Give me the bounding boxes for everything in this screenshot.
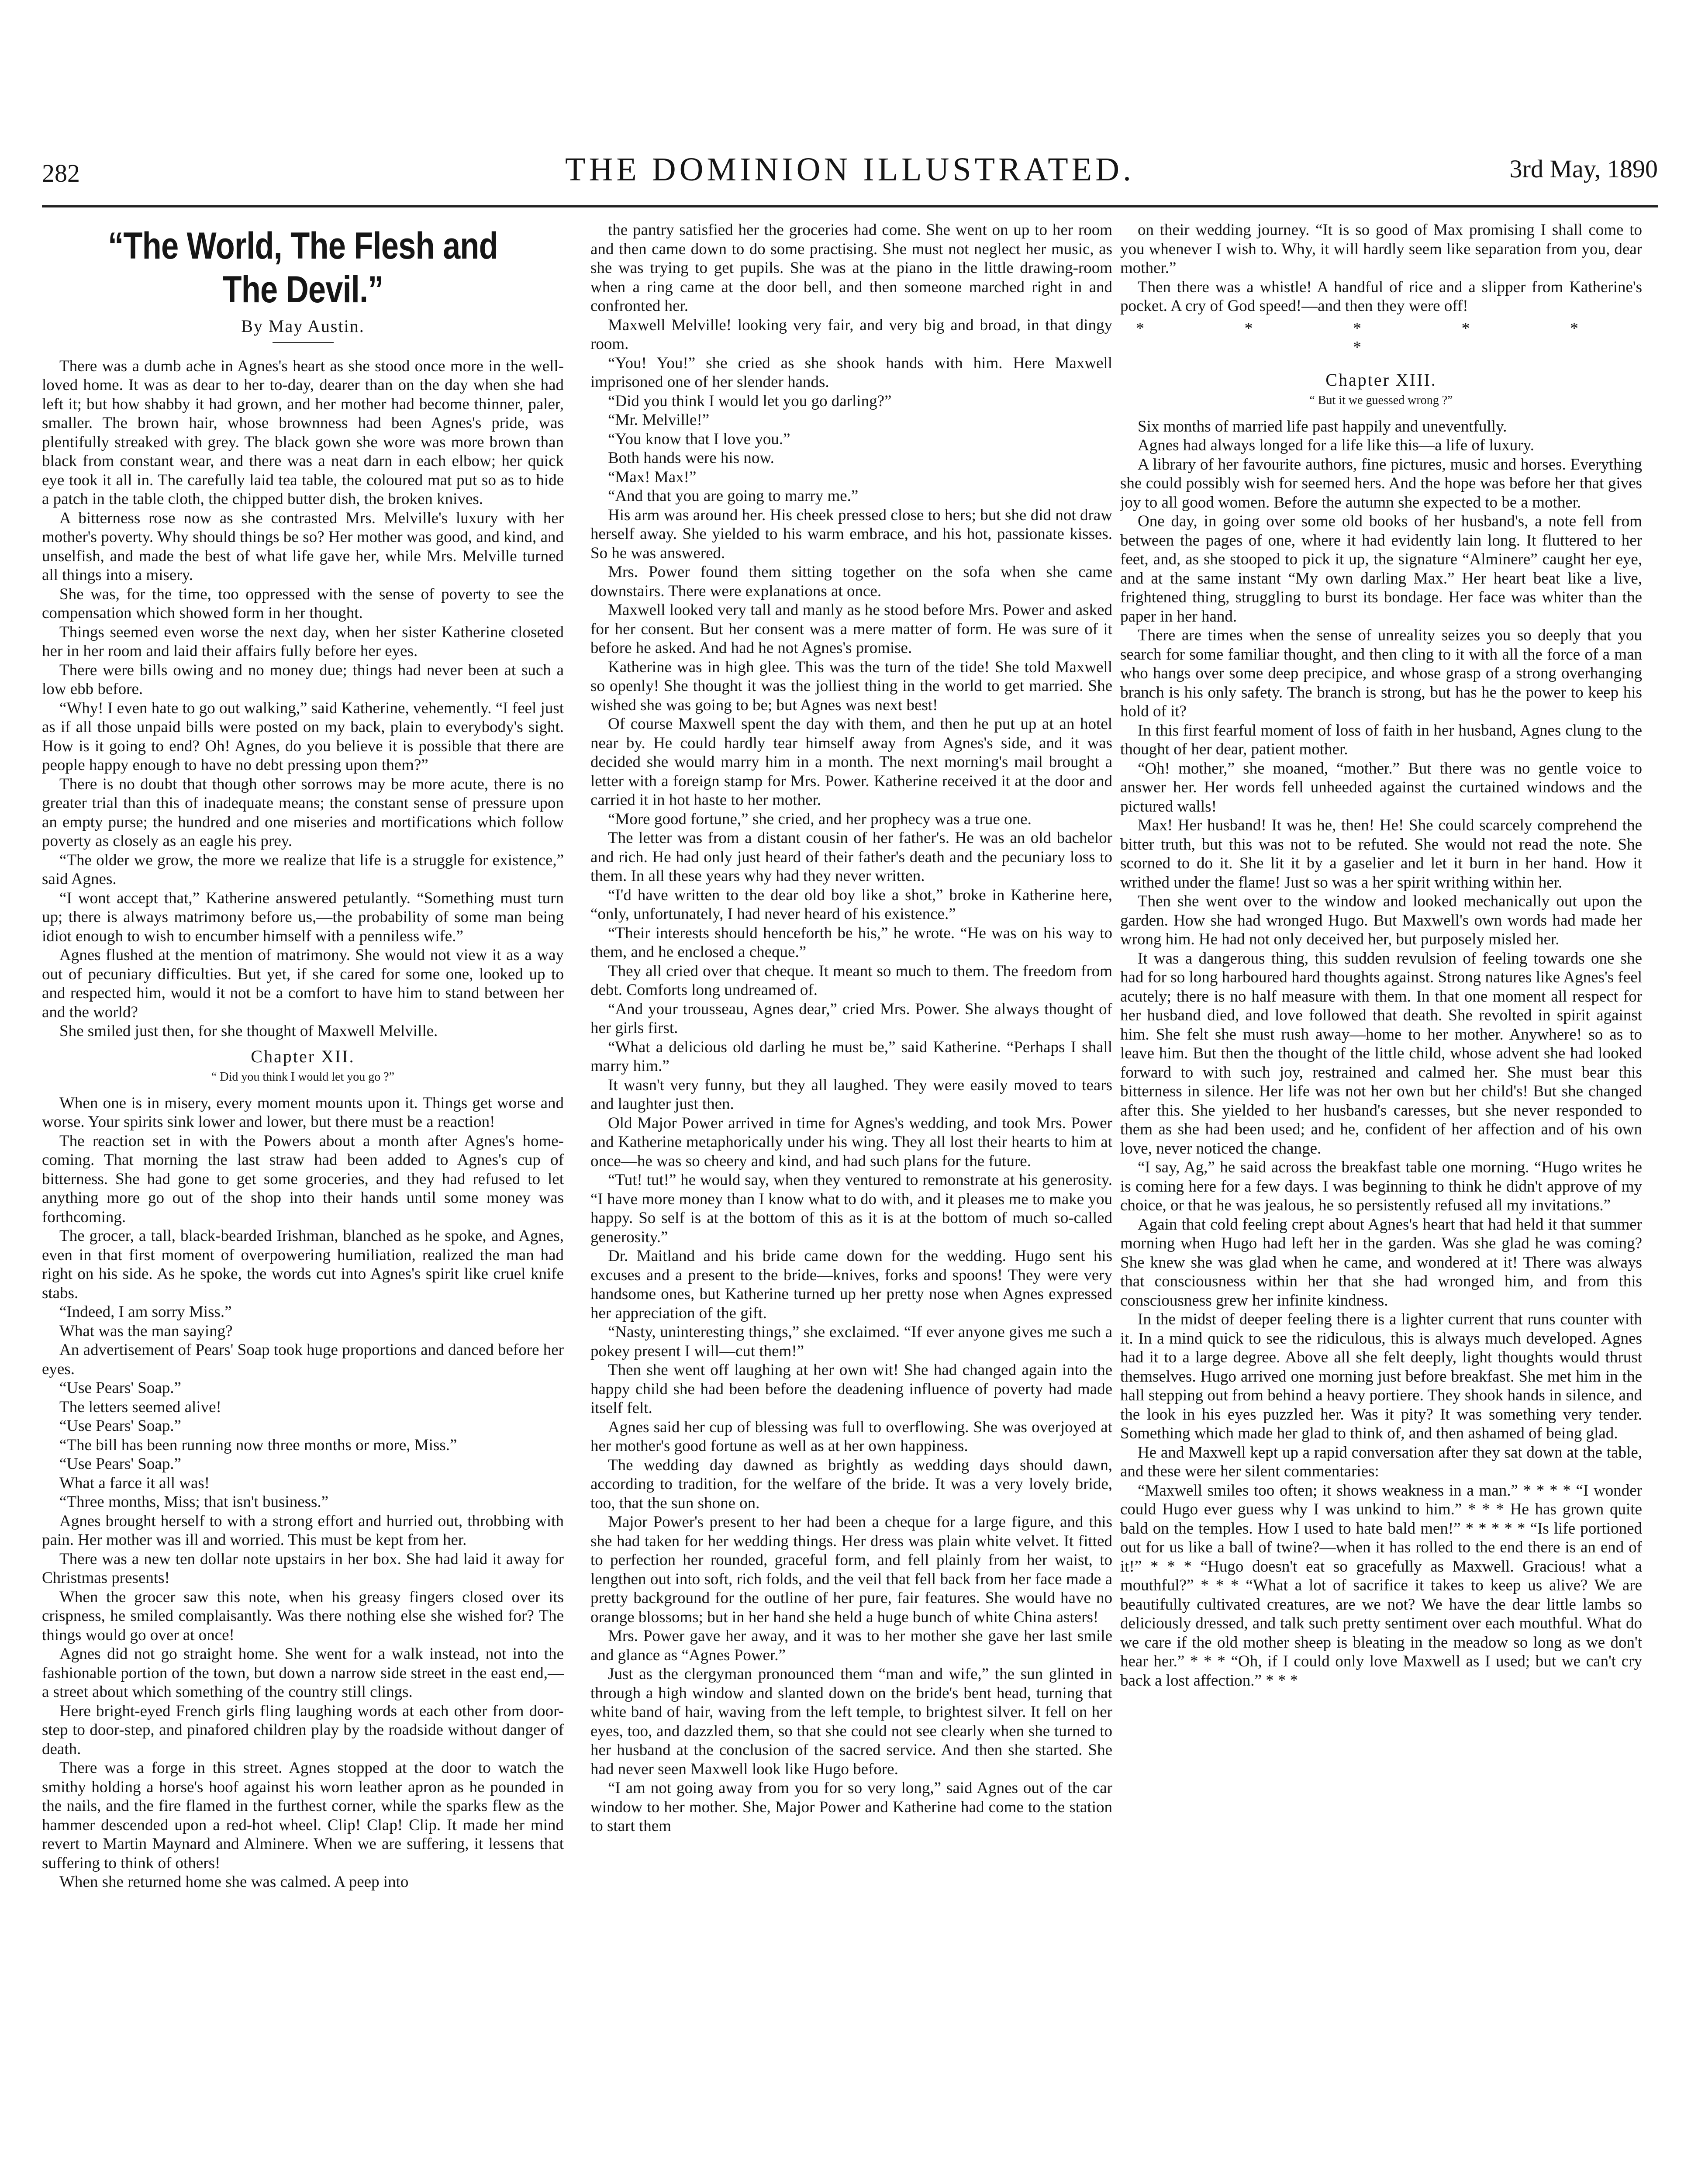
paragraph: “Why! I even hate to go out walking,” said Katherine, vehemently. “I feel just as if all those unpaid bills were posted on my back, plain to everybody's sight. How is it going to end? Oh! Agnes, do you believe it is possible that there are people happy enough to have no debt pressing upon them?”	[42, 699, 564, 774]
paragraph: There were bills owing and no money due; things had never been at such a low ebb before.	[42, 661, 564, 698]
paragraph: When the grocer saw this note, when his greasy fingers closed over its crispness, he smiled complaisantly. Was there nothing else she wished for? The things would go over at once!	[42, 1588, 564, 1644]
issue-date: 3rd May, 1890	[1509, 155, 1658, 183]
paragraph: When one is in misery, every moment mounts upon it. Things get worse and worse. Your spirits sink lower and lower, but there must be a reaction!	[42, 1094, 564, 1131]
paragraph: “Use Pears' Soap.”	[59, 1455, 181, 1473]
paragraph: “Their interests should henceforth be his,” he wrote. “He was on his way to them, and he enclosed a cheque.”	[590, 924, 1112, 961]
paragraph: “I'd have written to the dear old boy like a shot,” broke in Katherine here, “only, unfortunately, I had never heard of his existence.”	[590, 886, 1112, 923]
paragraph: “I wont accept that,” Katherine answered petulantly. “Something must turn up; there is always matrimony before us,—the probability of some man being idiot enough to wish to encumber himself with a penniless wife.”	[42, 889, 564, 945]
paragraph: “And your trousseau, Agnes dear,” cried Mrs. Power. She always thought of her girls first.	[590, 1000, 1112, 1037]
paragraph: Then there was a whistle! A handful of rice and a slipper from Katherine's pocket. A cry of God speed!—and then they were off!	[1120, 278, 1642, 315]
column-1	[42, 221, 564, 2184]
paragraph: “And that you are going to marry me.”	[608, 487, 859, 505]
paragraph: “The bill has been running now three months or more, Miss.”	[59, 1436, 457, 1454]
paragraph: The letter was from a distant cousin of her father's. He was an old bachelor and rich. He had only just heard of their father's death and the pecuniary loss to them. In all these years why had they never written.	[590, 829, 1112, 885]
paragraph: “Three months, Miss; that isn't business.”	[59, 1493, 329, 1511]
paragraph: She smiled just then, for she thought of Maxwell Melville.	[59, 1022, 438, 1040]
paragraph: on their wedding journey. “It is so good of Max promising I shall come to you whenever I wish to. Why, it will hardly seem like separation from you, dear mother.”	[1120, 221, 1642, 277]
paragraph: What was the man saying?	[59, 1322, 233, 1340]
column-1-body	[42, 357, 564, 1041]
paragraph: Here bright-eyed French girls fling laughing words at each other from door-step to door-step, and pinafored children play by the roadside without danger of death.	[42, 1702, 564, 1758]
paragraph: Six months of married life past happily and uneventfully.	[1138, 417, 1507, 435]
chapter-heading: Chapter XII.	[251, 1046, 355, 1066]
paragraph: “Nasty, uninteresting things,” she exclaimed. “If ever anyone gives me such a pokey present I will—cut them!”	[590, 1323, 1112, 1360]
paragraph: Mrs. Power gave her away, and it was to her mother she gave her last smile and glance as “Agnes Power.”	[590, 1627, 1112, 1664]
paragraph: He and Maxwell kept up a rapid conversation after they sat down at the table, and these were her silent commentaries:	[1120, 1443, 1642, 1480]
column-2	[590, 221, 1112, 2184]
paragraph: What a farce it all was!	[59, 1474, 210, 1492]
paragraph: Both hands were his now.	[608, 449, 774, 467]
paragraph: There was a new ten dollar note upstairs in her box. She had laid it away for Christmas presents!	[42, 1550, 564, 1587]
paragraph: “You! You!” she cried as she shook hands with him. Here Maxwell imprisoned one of her slender hands.	[590, 354, 1112, 391]
paragraph: “I am not going away from you for so very long,” said Agnes out of the car window to her mother. She, Major Power and Katherine had come to the station to start them	[590, 1779, 1112, 1835]
paragraph: “The older we grow, the more we realize that life is a struggle for existence,” said Agnes.	[42, 851, 564, 888]
paragraph: Agnes brought herself to with a strong effort and hurried out, throbbing with pain. Her mother was ill and worried. This must be kept from her.	[42, 1512, 564, 1549]
paragraph: In the midst of deeper feeling there is a lighter current that runs counter with it. In a mind quick to see the ridiculous, this is always much developed. Agnes had it to a large degree. Above all she felt deeply, light thoughts would thrust themselves. Hugo arrived one morning just before breakfast. She met him in the hall stepping out from behind a heavy portiere. They shook hands in silence, and the look in his eyes puzzled her. Was it pity? It was something very tender. Something which made her glad to think of, and then ashamed of being glad.	[1120, 1310, 1642, 1442]
paragraph: There is no doubt that though other sorrows may be more acute, there is no greater trial than this of inadequate means; the constant sense of pressure upon an empty purse; the hundred and one miseries and mortifications which follow poverty as closely as an eagle his prey.	[42, 775, 564, 850]
byline: By May Austin.	[241, 316, 365, 336]
section-break-stars: * * * * * *	[1136, 319, 1626, 356]
chapter-epigraph: “ Did you think I would let you go ?”	[211, 1070, 395, 1084]
paragraph: A library of her favourite authors, fine pictures, music and horses. Everything she could possibly wish for seemed hers. And the hope was before her that gives joy to all good women. Before the autumn she expected to be a mother.	[1120, 455, 1642, 511]
column-3-body	[1120, 221, 1642, 316]
paragraph: Dr. Maitland and his bride came down for the wedding. Hugo sent his excuses and a present to the bride—knives, forks and spoons! They were very handsome ones, but Katherine turned up her pretty nose when Agnes expressed her appreciation of the gift.	[590, 1247, 1112, 1322]
chapter-heading: Chapter XIII.	[1325, 370, 1437, 390]
column-2-body	[590, 221, 1112, 1836]
paragraph: Katherine was in high glee. This was the turn of the tide! She told Maxwell so openly! She thought it was the jolliest thing in the world to get married. She wished she was going to be; but Agnes was next best!	[590, 658, 1112, 714]
paragraph: the pantry satisfied her the groceries had come. She went on up to her room and then came down to do some practising. She must not neglect her music, as she was trying to get pupils. She was at the piano in the little drawing-room when a ring came at the door bell, and then someone marched right in and confronted her.	[590, 221, 1112, 315]
paragraph: When she returned home she was calmed. A peep into	[59, 1873, 409, 1891]
paragraph: One day, in going over some old books of her husband's, a note fell from between the pages of one, where it had evidently lain long. It fluttered to her feet, and, as she stooped to pick it up, the signature “Alminere” caught her eye, and at the same instant “My own darling Max.” Her heart beat like a live, frightened thing, struggling to burst its bondage. Her face was whiter than the paper in her hand.	[1120, 512, 1642, 625]
paragraph: Agnes had always longed for a life like this—a life of luxury.	[1138, 436, 1534, 454]
paragraph: An advertisement of Pears' Soap took huge proportions and danced before her eyes.	[42, 1341, 564, 1378]
paragraph: Agnes flushed at the mention of matrimony. She would not view it as a way out of pecuniary difficulties. But yet, if she cared for some one, looked up to and respected him, would it not be a comfort to have him to stand between her and the world?	[42, 946, 564, 1021]
paragraph: Things seemed even worse the next day, when her sister Katherine closeted her in her room and laid their affairs fully before her eyes.	[42, 623, 564, 660]
publication-title: THE DOMINION ILLUSTRATED.	[565, 151, 1135, 188]
header-rule	[42, 205, 1658, 207]
paragraph: “You know that I love you.”	[608, 430, 790, 448]
paragraph: She was, for the time, too oppressed with the sense of poverty to see the compensation which showed form in her thought.	[42, 585, 564, 622]
paragraph: Max! Her husband! It was he, then! He! She could scarcely comprehend the bitter truth, but this was not to be refuted. She would not read the note. She scorned to do it. She lit it by a gaselier and let it burn in her hand. How it writhed under the flame! Just so was a her spirit writhing within her.	[1120, 816, 1642, 892]
paragraph: The wedding day dawned as brightly as wedding days should dawn, according to tradition, for the welfare of the bride. It was a very lovely bride, too, that the sun shone on.	[590, 1456, 1112, 1512]
paragraph: The letters seemed alive!	[59, 1398, 221, 1416]
paragraph: Maxwell looked very tall and manly as he stood before Mrs. Power and asked for her consent. But her consent was a mere matter of form. He was sure of it before he asked. And had he not Agnes's promise.	[590, 601, 1112, 657]
column-1-body-2	[42, 1094, 564, 1892]
paragraph: It wasn't very funny, but they all laughed. They were easily moved to tears and laughter just then.	[590, 1076, 1112, 1113]
paragraph: “Indeed, I am sorry Miss.”	[59, 1303, 232, 1321]
paragraph: They all cried over that cheque. It meant so much to them. The freedom from debt. Comforts long undreamed of.	[590, 962, 1112, 999]
paragraph: Again that cold feeling crept about Agnes's heart that had held it that summer morning when Hugo had left her in the garden. Was she glad he was coming? She knew she was glad when he came, and wondered at it! There was always that consciousness within her that she had wronged him, and from this consciousness grew her infinite kindness.	[1120, 1215, 1642, 1310]
paragraph: Then she went off laughing at her own wit! She had changed again into the happy child she had been before the deadening influence of poverty had made itself felt.	[590, 1361, 1112, 1417]
paragraph: “Mr. Melville!”	[608, 411, 710, 429]
paragraph: His arm was around her. His cheek pressed close to hers; but she did not draw herself away. She yielded to his warm embrace, and his hot, passionate kisses. So he was answered.	[590, 506, 1112, 562]
paragraph: It was a dangerous thing, this sudden revulsion of feeling towards one she had for so long harboured hard thoughts against. Strong natures like Agnes's feel acutely; there is no half measure with them. In that one moment all respect for her husband died, and love followed that death. She revolted in spirit against him. She felt she must rush away—home to her mother. Anywhere! so as to leave him. But then the thought of the little child, whose advent she had looked forward to with such joy, restrained and calmed her. She must bear this bitterness in silence. Her life was not her own but her child's! But she changed after this. She yielded to her husband's caresses, but she never responded to them as she had been used; and he, confident of her affection and of his own love, never noticed the change.	[1120, 949, 1642, 1158]
chapter-epigraph: “ But it we guessed wrong ?”	[1309, 394, 1453, 407]
paragraph: “I say, Ag,” he said across the breakfast table one morning. “Hugo writes he is coming here for a few days. I was beginning to think he didn't approve of my choice, or that he was jealous, he so persistently refused all my invitations.”	[1120, 1158, 1642, 1214]
paragraph: Major Power's present to her had been a cheque for a large figure, and this she had taken for her wedding things. Her dress was plain white velvet. It fitted to perfection her rounded, graceful form, and fell plainly from her waist, to lengthen out into soft, rich folds, and the veil that fell back from her face made a pretty background for the outline of her pure, fair features. She would have no orange blossoms; but in her hand she held a huge bunch of white China asters!	[590, 1513, 1112, 1626]
paragraph: “Use Pears' Soap.”	[59, 1417, 181, 1435]
paragraph: Agnes said her cup of blessing was full to overflowing. She was overjoyed at her mother's good fortune as well as at her own happiness.	[590, 1418, 1112, 1455]
paragraph: “Did you think I would let you go darling?”	[608, 392, 892, 410]
paragraph: Then she went over to the window and looked mechanically out upon the garden. How she had wronged Hugo. But Maxwell's own words had made her wrong him. He had not only deceived her, but purposely misled her.	[1120, 892, 1642, 948]
paragraph: There was a dumb ache in Agnes's heart as she stood once more in the well-loved home. It was as dear to her to-day, dearer than on the day when she had left it; but how shabby it had grown, and her mother had become thinner, paler, smaller. The brown hair, whose brownness had been Agnes's pride, was plentifully streaked with grey. The black gown she wore was more brown than black from constant wear, and there was a neat darn in each elbow; her quick eye took it all in. The carefully laid tea table, the coloured mat put so as to hide a patch in the table cloth, the chipped butter dish, the broken knives.	[42, 357, 564, 508]
paragraph: A bitterness rose now as she contrasted Mrs. Melville's luxury with her mother's poverty. Why should things be so? Her mother was good, and kind, and unselfish, and made the best of what life gave her, while Mrs. Melville turned all things into a misery.	[42, 509, 564, 584]
paragraph: The reaction set in with the Powers about a month after Agnes's home-coming. That morning the last straw had been added to Agnes's cup of bitterness. She had gone to get some groceries, and they had refused to let anything more go out of the shop into their hands until some money was forthcoming.	[42, 1132, 564, 1226]
column-3	[1120, 221, 1642, 2184]
paragraph: “Tut! tut!” he would say, when they ventured to remonstrate at his generosity. “I have more money than I know what to do with, and it pleases me to make you happy. So self is at the bottom of this as it is at the bottom of much so-called generosity.”	[590, 1171, 1112, 1246]
story-title: “The World, The Flesh and The Devil.”	[108, 225, 498, 311]
paragraph: “Oh! mother,” she moaned, “mother.” But there was no gentle voice to answer her. Her words fell unheeded against the curtained windows and the pictured walls!	[1120, 759, 1642, 816]
paragraph: There are times when the sense of unreality seizes you so deeply that you search for some familiar thought, and then cling to it with all the force of a man who hangs over some deep precipice, and whose grasp of a strong overhanging branch is his only safety. The branch is strong, but has he the power to keep his hold of it?	[1120, 626, 1642, 720]
paragraph: “What a delicious old darling he must be,” said Katherine. “Perhaps I shall marry him.”	[590, 1038, 1112, 1075]
paragraph: Of course Maxwell spent the day with them, and then he put up at an hotel near by. He could hardly tear himself away from Agnes's side, and it was decided she would marry him in a month. The next morning's mail brought a letter with a foreign stamp for Mrs. Power. Katherine received it at the door and carried it in hot haste to her mother.	[590, 715, 1112, 809]
paragraph: In this first fearful moment of loss of faith in her husband, Agnes clung to the thought of her dear, patient mother.	[1120, 721, 1642, 758]
paragraph: Maxwell Melville! looking very fair, and very big and broad, in that dingy room.	[590, 316, 1112, 353]
paragraph: “Maxwell smiles too often; it shows weakness in a man.” * * * * “I wonder could Hugo ever guess why I was unkind to him.” * * * He has grown quite bald on the temples. How I used to hate bald men!” * * * * * “Is life portioned out for us like a ball of twine?—when it has rolled to the end there is an end of it!” * * * “Hugo doesn't eat so gracefully as Maxwell. Gracious! what a mouthful?” * * * “What a lot of sacrifice it takes to keep us alive? We are beautifully cultivated creatures, are we not? We have the dear little lambs so deliciously dressed, and talk such pretty sentiment over each mouthful. What do we care if the old mother sheep is bleating in the meadow so long as we don't hear her.” * * * “Oh, if I could only love Maxwell as I used; but we can't cry back a lost affection.” * * *	[1120, 1481, 1642, 1690]
column-3-body-2	[1120, 417, 1642, 1690]
page-number: 282	[42, 159, 80, 187]
title-divider	[273, 342, 334, 343]
paragraph: “Max! Max!”	[608, 468, 697, 486]
paragraph: There was a forge in this street. Agnes stopped at the door to watch the smithy holding a horse's hoof against his worn leather apron as he pounded in the nails, and the fire flamed in the furthest corner, while the sparks flew as the hammer descended upon a red-hot wheel. Clip! Clap! Clip. It made her mind revert to Martin Maynard and Alminere. When we are suffering, it lessens that suffering to think of others!	[42, 1759, 564, 1872]
paragraph: “More good fortune,” she cried, and her prophecy was a true one.	[608, 810, 1032, 828]
paragraph: The grocer, a tall, black-bearded Irishman, blanched as he spoke, and Agnes, even in that first moment of overpowering humiliation, realized the man had right on his side. As he spoke, the words cut into Agnes's spirit like cruel knife stabs.	[42, 1227, 564, 1302]
paragraph: Old Major Power arrived in time for Agnes's wedding, and took Mrs. Power and Katherine metaphorically under his wing. They all lost their hearts to him at once—he was so cheery and kind, and had such plans for the future.	[590, 1114, 1112, 1170]
paragraph: “Use Pears' Soap.”	[59, 1379, 181, 1397]
paragraph: Just as the clergyman pronounced them “man and wife,” the sun glinted in through a high window and slanted down on the bride's bent head, turning that white band of hair, waving from the left temple, to brightest silver. It fell on her eyes, too, and dazzled them, so that she could not see clearly when she turned to her husband at the conclusion of the sacred service. And then she started. She had never seen Maxwell look like Hugo before.	[590, 1665, 1112, 1778]
paragraph: Mrs. Power found them sitting together on the sofa when she came downstairs. There were explanations at once.	[590, 563, 1112, 600]
paragraph: Agnes did not go straight home. She went for a walk instead, not into the fashionable portion of the town, but down a narrow side street in the east end,—a street about which something of the country still clings.	[42, 1645, 564, 1701]
page-header	[42, 151, 1658, 199]
